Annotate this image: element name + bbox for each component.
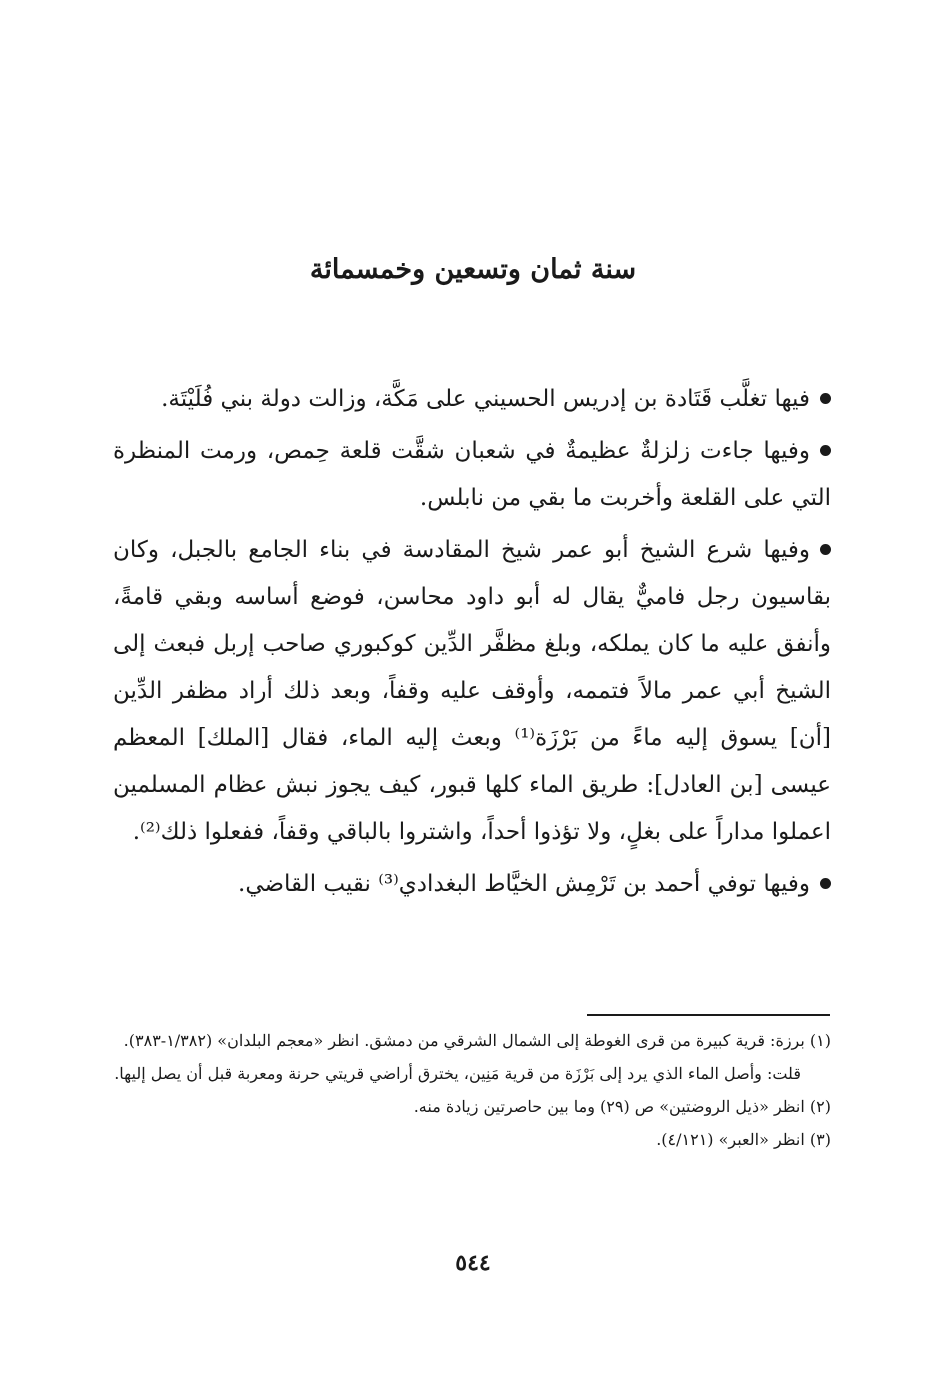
footnote-2: (٢) انظر «ذيل الروضتين» ص (٢٩) وما بين حاصرتين زيادة منه. [413, 1097, 831, 1116]
paragraph-3 [113, 527, 831, 856]
paragraph-text: وفيها توفي أحمد بن تَرْمِش الخيَّاط البغدادي⁽³⁾ نقيب القاضي. [238, 871, 810, 897]
bullet-icon [820, 878, 831, 889]
paragraph-4 [113, 861, 831, 908]
main-text [113, 376, 831, 913]
bullet-icon [820, 393, 831, 404]
paragraph-text: وفيها جاءت زلزلةٌ عظيمةٌ في شعبان شقَّت قلعة حِمص، ورمت المنظرة التي على القلعة وأخربت ما بقي من نابلس. [113, 438, 831, 511]
section-heading: سنة ثمان وتسعين وخمسمائة [309, 254, 637, 285]
footnote-divider [587, 1014, 830, 1016]
paragraph-1 [113, 376, 831, 423]
footnote-1: (١) برزة: قرية كبيرة من قرى الغوطة إلى الشمال الشرقي من دمشق. انظر «معجم البلدان» (١/٣٨٢-٣٨٣). [123, 1031, 831, 1050]
bullet-icon [820, 445, 831, 456]
paragraph-text: وفيها شرع الشيخ أبو عمر شيخ المقادسة في بناء الجامع بالجبل، وكان بقاسيون رجل فاميٌّ يقال له أبو داود محاسن، فوضع أساسه وبقي قامةً، وأنفق عليه ما كان يملكه، وبلغ مظفَّر الدِّين كوكبوري صاحب إربل فبعث إلى الشيخ أبي عمر مالاً فتممه، وأوقف عليه وقفاً، وبعد ذلك أراد مظفر الدِّين [أن] يسوق إليه ماءً من بَرْزَة⁽¹⁾ وبعث إليه الماء، فقال [الملك] المعظم عيسى [بن العادل]: طريق الماء كلها قبور، كيف يجوز نبش عظام المسلمين اعملوا مداراً على بغلٍ، ولا تؤذوا أحداً، واشتروا بالباقي وقفاً، ففعلوا ذلك⁽²⁾. [113, 537, 831, 845]
bullet-icon [820, 544, 831, 555]
paragraph-text: فيها تغلَّب قَتَادة بن إدريس الحسيني على مَكَّة، وزالت دولة بني فُلَيْتَة. [161, 386, 810, 412]
footnote-1-note: قلت: وأصل الماء الذي يرد إلى بَرْزَة من قرية مَنِين، يخترق أراضي قريتي حرنة ومعربة قبل أن يصل إليها. [114, 1064, 801, 1083]
footnote-3: (٣) انظر «العبر» (٤/١٢١). [656, 1130, 831, 1149]
page-number: ٥٤٤ [455, 1250, 491, 1276]
footnotes [113, 1026, 831, 1158]
paragraph-2 [113, 428, 831, 522]
